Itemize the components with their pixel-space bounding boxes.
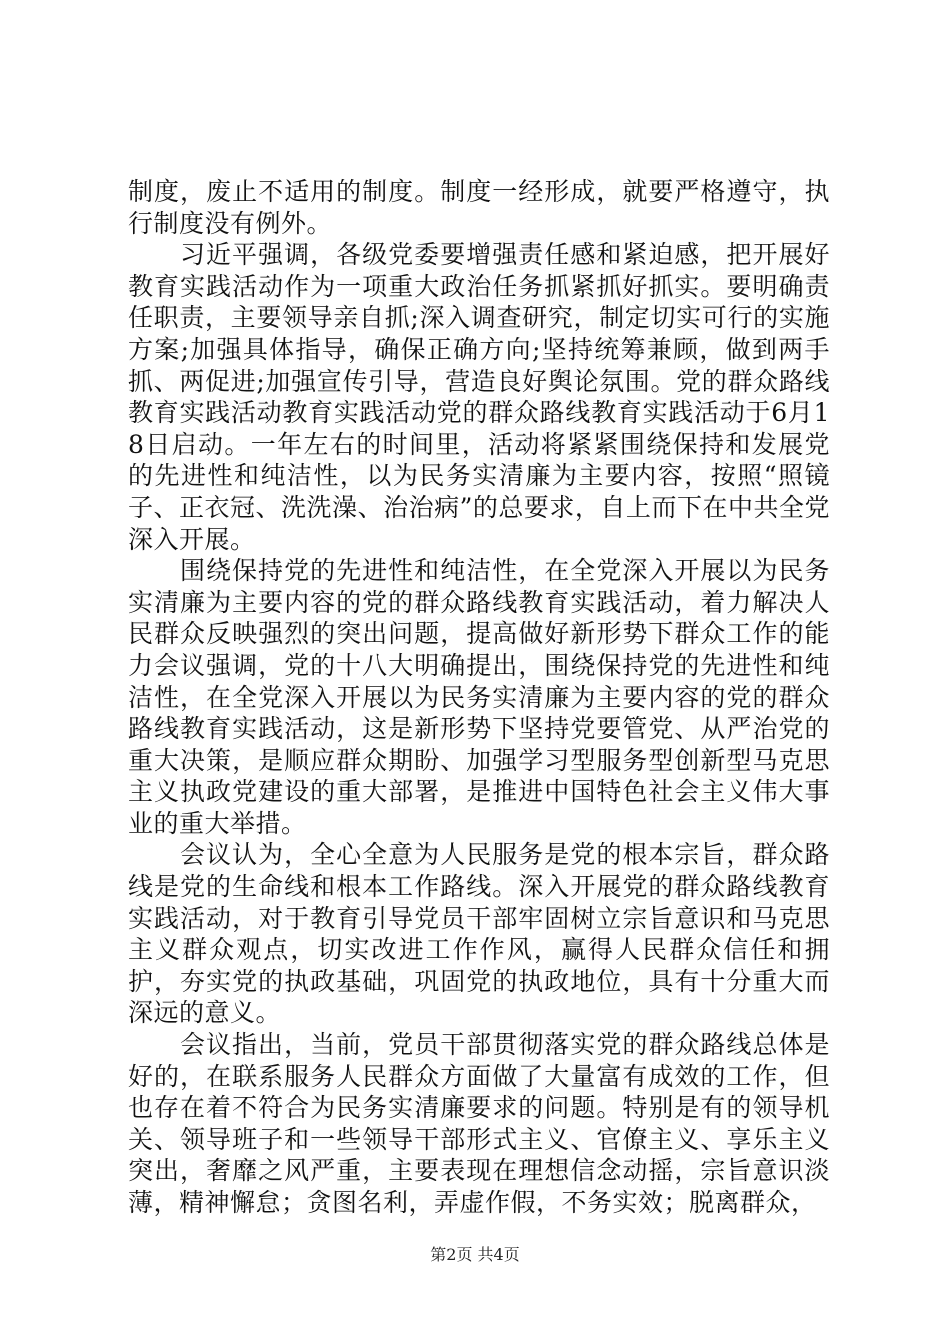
page-number-footer: 第2页 共4页 (430, 1245, 520, 1264)
paragraph-3: 围绕保持党的先进性和纯洁性，在全党深入开展以为民务实清廉为主要内容的党的群众路线教育实践活动，着力解决人民群众反映强烈的突出问题，提高做好新形势下群众工作的能力会议强调，党的十八大明确提出，围绕保持党的先进性和纯洁性，在全党深入开展以为民务实清廉为主要内容的党的群众路线教育实践活动，这是新形势下坚持党要管党、从严治党的重大决策，是顺应群众期盼、加强学习型服务型创新型马克思主义执政党建设的重大部署，是推进中国特色社会主义伟大事业的重大举措。 (128, 556, 830, 838)
paragraph-1: 制度，废止不适用的制度。制度一经形成，就要严格遵守，执行制度没有例外。 (128, 177, 830, 238)
paragraph-2: 习近平强调，各级党委要增强责任感和紧迫感，把开展好教育实践活动作为一项重大政治任务抓紧抓好抓实。要明确责任职责，主要领导亲自抓;深入调查研究，制定切实可行的实施方案;加强具体指导，确保正确方向;坚持统筹兼顾，做到两手抓、两促进;加强宣传引导，营造良好舆论氛围。党的群众路线教育实践活动教育实践活动党的群众路线教育实践活动于6月18日启动。一年左右的时间里，活动将紧紧围绕保持和发展党的先进性和纯洁性，以为民务实清廉为主要内容，按照“照镜子、正衣冠、洗洗澡、治治病”的总要求，自上而下在中共全党深入开展。 (128, 240, 830, 554)
paragraph-5: 会议指出，当前，党员干部贯彻落实党的群众路线总体是好的，在联系服务人民群众方面做了大量富有成效的工作，但也存在着不符合为民务实清廉要求的问题。特别是有的领导机关、领导班子和一些领导干部形式主义、官僚主义、享乐主义突出，奢靡之风严重，主要表现在理想信念动摇，宗旨意识淡薄，精神懈怠；贪图名利，弄虚作假，不务实效；脱离群众， (128, 1030, 830, 1217)
paragraph-4: 会议认为，全心全意为人民服务是党的根本宗旨，群众路线是党的生命线和根本工作路线。深入开展党的群众路线教育实践活动，对于教育引导党员干部牢固树立宗旨意识和马克思主义群众观点，切实改进工作作风，赢得人民群众信任和拥护，夯实党的执政基础，巩固党的执政地位，具有十分重大而深远的意义。 (128, 840, 830, 1028)
document-body (128, 176, 830, 1219)
